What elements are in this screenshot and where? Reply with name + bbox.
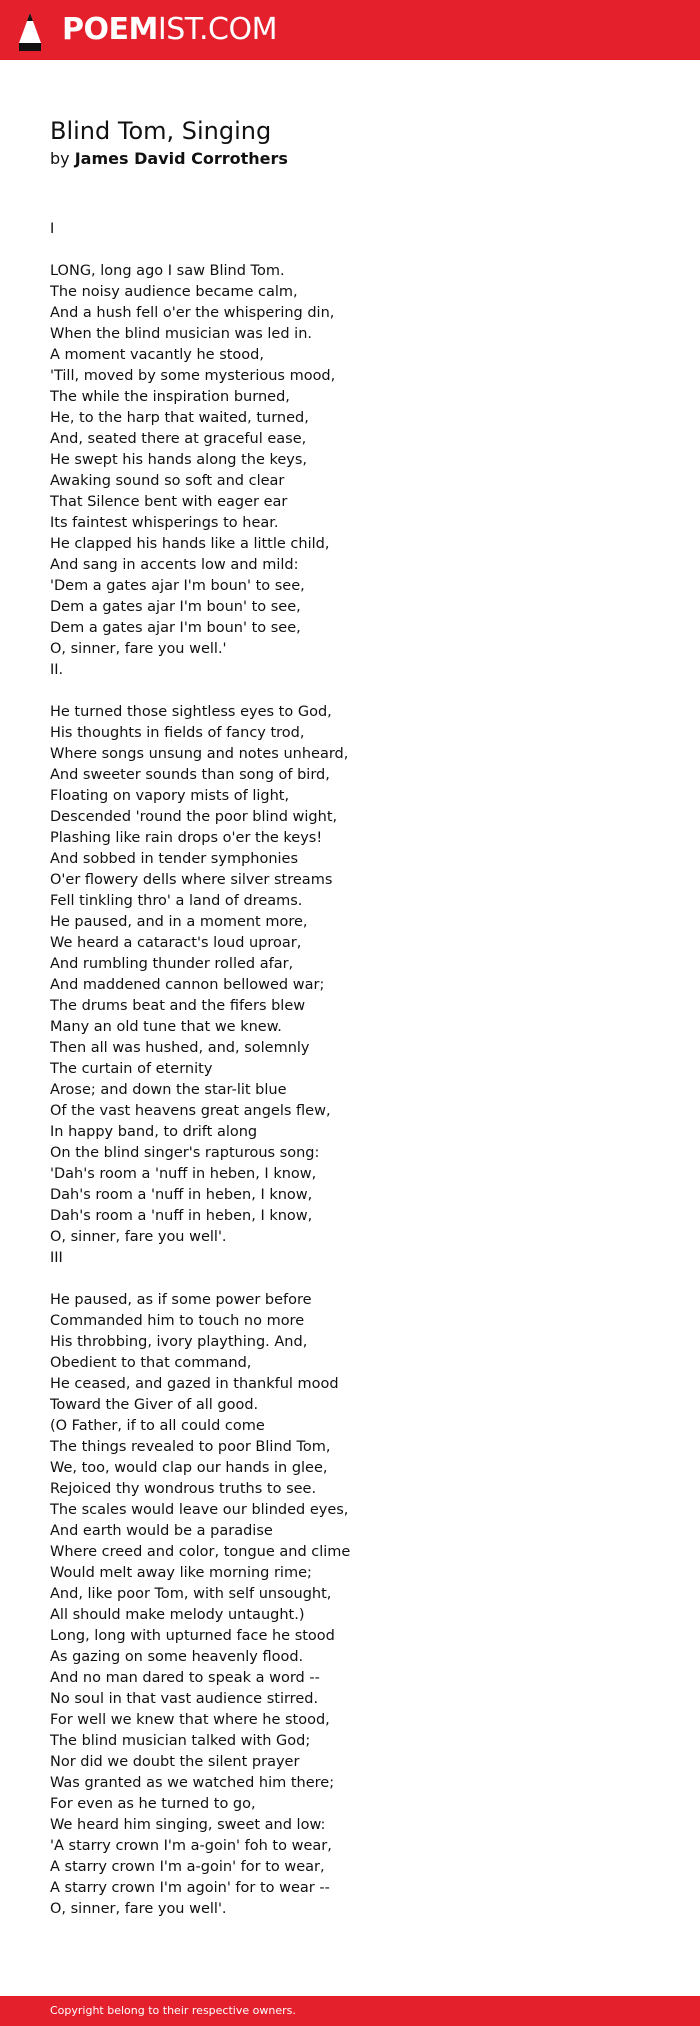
poem-title: Blind Tom, Singing — [50, 117, 272, 145]
logo-light-text: IST.COM — [157, 12, 277, 47]
pencil-tip-icon[interactable] — [18, 11, 42, 51]
poem-byline — [50, 148, 288, 170]
footer-copyright: Copyright belong to their respective owners. — [50, 2004, 296, 2017]
poem-text: I LONG, long ago I saw Blind Tom. The noisy audience became calm, And a hush fell o'er the whispering din, When the blind musician was led in. A moment vacantly he stood, 'Till, moved by some mysterious mood, The while the inspiration burned, He, to the harp that waited, turned, And, seated there at graceful ease, He swept his hands along the keys, Awaking sound so soft and clear That Silence bent with eager ear Its faintest whisperings to hear. He clapped his hands like a little child, And sang in accents low and mild: 'Dem a gates ajar I'm boun' to see, Dem a gates ajar I'm boun' to see, Dem a gates ajar I'm boun' to see, O, sinner, fare you well.' II. He turned those sightless eyes to God, His thoughts in fields of fancy trod, Where songs unsung and notes unheard, And sweeter sounds than song of bird, Floating on vapory mists of light, Descended 'round the poor blind wight, Plashing like rain drops o'er the keys! And sobbed in tender symphonies O'er flowery dells where silver streams Fell tinkling thro' a land of dreams. He paused, and in a moment more, We heard a cataract's loud uproar, And rumbling thunder rolled afar, And maddened cannon bellowed war; The drums beat and the fifers blew Many an old tune that we knew. Then all was hushed, and, solemnly The curtain of eternity Arose; and down the star-lit blue Of the vast heavens great angels flew, In happy band, to drift along On the blind singer's rapturous song: 'Dah's room a 'nuff in heben, I know, Dah's room a 'nuff in heben, I know, Dah's room a 'nuff in heben, I know, O, sinner, fare you well'. III He paused, as if some power before Commanded him to touch no more His throbbing, ivory plaything. And, Obedient to that command, He ceased, and gazed in thankful mood Toward the Giver of all good. (O Father, if to all could come The things revealed to poor Blind Tom, We, too, would clap our hands in glee, Rejoiced thy wondrous truths to see. The scales would leave our blinded eyes, And earth would be a paradise Where creed and color, tongue and clime Would melt away like morning rime; And, like poor Tom, with self unsought, All should make melody untaught.) Long, long with upturned face he stood As gazing on some heavenly flood. And no man dared to speak a word -- No soul in that vast audience stirred. For well we knew that where he stood, The blind musician talked with God; Nor did we doubt the silent prayer Was granted as we watched him there; For even as he turned to go, We heard him singing, sweet and low: 'A starry crown I'm a-goin' foh to wear, A starry crown I'm a-goin' for to wear, A starry crown I'm agoin' for to wear -- O, sinner, fare you well'. — [50, 221, 351, 1917]
site-footer — [0, 1996, 700, 2026]
site-logo[interactable] — [62, 10, 277, 50]
by-label: by — [50, 149, 70, 168]
logo-bold-text: POEM — [62, 12, 158, 47]
site-header — [0, 0, 700, 60]
poem-author: James David Corrothers — [74, 149, 288, 168]
